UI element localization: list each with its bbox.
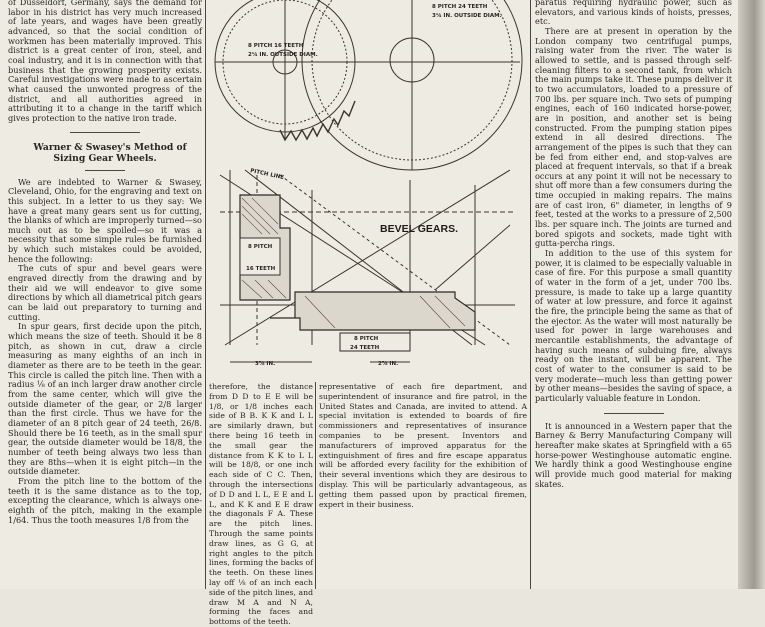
article-heading: Warner & Swasey's Method of Sizing Gear Wheels.: [33, 141, 187, 164]
article-paragraph: In spur gears, first decide upon the pitch, which means the size of teeth. Should it be 8 pitch, as shown in cut, draw a circle measuring as many eighths of an inch in diameter as there are to be teeth in the gear. This circle is called the pitch line. Then with a radius ⅛ of an inch larger draw another circle from the same center, which will give the outside diameter of the gear, or 2/8 larger than the first circle. Thus we have for the diameter of an 8 pitch gear of 24 teeth, 26/8. Should there be 16 teeth, as in the small spur gear, the outside diameter would be 18/8, the number of teeth being always two less than they are 8ths—when it is eight pitch—in the outside diameter.: [8, 321, 202, 477]
heading-divider: [85, 170, 125, 171]
small-bevel-label-2: 16 TEETH: [246, 266, 276, 272]
small-bevel-label-1: 8 PITCH: [248, 244, 273, 250]
column-1: [8, 0, 202, 589]
dimension-label-right: 2⅞ IN.: [378, 361, 399, 367]
fire-convention-text: representative of each fire department, and superintendent of insurance and fire patrol, in the United States and Canada, are invited to attend. A special invitation is extended to boards of fire commissioners and representatives of insurance companies to be present. Inventors and manufacturers of improved apparatus for the extinguishment of fires and fire escape apparatus will be afforded every facility for the exhibition of their several inventions which they are desirous to display. This will be particularly advantageous, as getting them passed upon by practical firemen, expert in their business.: [319, 382, 527, 509]
gear-teeth: [280, 101, 355, 140]
dimension-label-left: 3⅞ IN.: [255, 361, 276, 367]
column-3: [319, 382, 527, 589]
article-paragraph: There are at present in operation by the London company two centrifugal pumps, raising water from the river. The water is allowed to settle, and is passed through self-cleaning filters to a second tank, from which the main pumps take it. These pumps deliver it to two accumulators, loaded to a pressure of 700 lbs. per square inch. Two sets of pumping engines, each of 160 indicated horse-power, are in position, and another set is being constructed. From the pumping station pipes extend in all desired directions. The arrangement of the pipes is such that they can be fed from either end, and stop-valves are placed at frequent intervals, so that if a break occurs at any point it will not be necessary to shut off more than a few consumers during the time occupied in making repairs. The mains are of cast iron, 6" diameter, in lengths of 9 feet, tested at the works to a pressure of 2,500 lbs. per square inch. The joints are turned and bored spigots and sockets, made tight with gutta-percha rings.: [535, 25, 732, 249]
small-spur-label-1: 8 PITCH 16 TEETH: [248, 43, 304, 49]
small-spur-label-2: 2¼ IN. OUTSIDE DIAM.: [248, 52, 318, 58]
section-divider: [70, 132, 140, 133]
binding-gutter: [738, 0, 765, 589]
large-bevel-label-2: 24 TEETH: [350, 345, 380, 351]
gear-diagram: [210, 0, 528, 376]
column-rule: [530, 0, 531, 589]
column-rule: [205, 0, 206, 589]
column-rule: [315, 382, 316, 589]
pitch-line-label: PITCH LINE: [249, 168, 285, 182]
hydraulic-article-text: paratus requiring hydraulic power, such as elevators, and various kinds of hoists, presses, etc.: [535, 0, 732, 27]
large-spur-label-2: 3¼ IN. OUTSIDE DIAM.: [432, 13, 502, 19]
article-continuation: therefore, the distance from D D to E E will be 1/8, or 1/8 inches each side of B B. K K and L L are similarly drawn, but there being 16 teeth in the small gear the distance from K K to L L will be 18/8, or one inch each side of C C. Then, through the intersections of D D and L L, E E and L L, and K K and E E draw the diagonals F A. These are the pitch lines. Through the same points draw lines, as G G, at right angles to the pitch lines, forming the backs of the teeth. On these lines lay off ⅛ of an inch each side of the pitch lines, and draw M A and N A, forming the faces and bottoms of the teeth.: [209, 382, 313, 627]
article-paragraph: We are indebted to Warner & Swasey, Cleveland, Ohio, for the engraving and text on this subject. In a letter to us they say: We have a great many gears sent us for cutting, the blanks of which are improperly turned—so much out as to be spoiled—so it was a necessity that some simple rules be furnished by which such mistakes could be avoided, hence the following:: [8, 176, 202, 264]
gear-engraving: [210, 0, 528, 376]
article-paragraph: It is announced in a Western paper that the Barney & Berry Manufacturing Company will hereafter make skates at Springfield with a 65 horse-power Westinghouse automatic engine. We hardly think a good Westinghouse engine will provide much good material for making skates.: [535, 420, 732, 489]
large-bevel-label-1: 8 PITCH: [354, 336, 379, 342]
tariff-article-text: of Dusseldorf, Germany, says the demand for labor in his district has very much increased of late years, and wages have been greatly advanced, so that the social condition of workmen has been materially improved. This district is a great center of iron, steel, and coal industry, and it is in connection with that business that the growing prosperity exists. Careful investigations were made to ascertain what caused the unwonted progress of the district, and all authorities agreed in attributing it to a change in the tariff which gives protection to the native iron trade.: [8, 0, 202, 123]
article-paragraph: In addition to the use of this system for power, it is claimed to be especially valuable in case of fire. For this purpose a small quantity of water in the form of a jet, under 700 lbs. pressure, is made to take up a large quantity of water at low pressure, and force it against the fire, the principle being the same as that of the ejector. As the water will most naturally be used for power in large warehouses and mercantile establishments, the advantage of having such means of subduing fire, always ready on the instant, will be apparent. The cost of water to the consumer is said to be very moderate—much less than getting power by other means—besides the saving of space, a particularly valuable feature in London.: [535, 248, 732, 403]
article-paragraph: From the pitch line to the bottom of the teeth it is the same distance as to the top, excepting the clearance, which is always one-eighth of the pitch, making in the example 1/64. Thus the tooth measures 1/8 from the: [8, 475, 202, 525]
article-paragraph: The cuts of spur and bevel gears were engraved directly from the drawing and by their aid we will endeavor to give some directions by which all diametrical pitch gears can be laid out preparatory to turning and cutting.: [8, 263, 202, 322]
large-spur-label-1: 8 PITCH 24 TEETH: [432, 4, 488, 10]
column-4: [535, 0, 732, 589]
column-2: [209, 382, 313, 627]
section-divider: [604, 413, 664, 414]
figure-title: BEVEL GEARS.: [380, 223, 458, 235]
